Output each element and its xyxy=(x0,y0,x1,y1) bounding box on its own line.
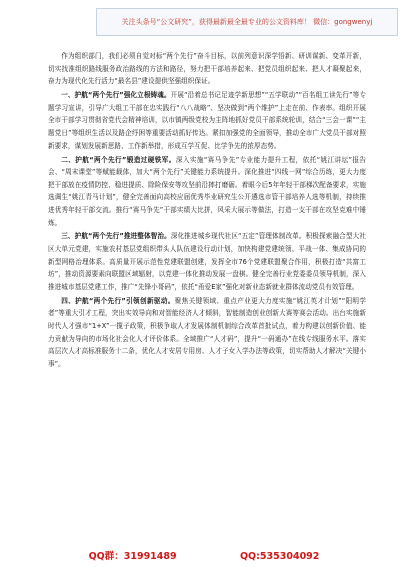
section-heading: 三、护航“两个先行”推进整体智治。 xyxy=(61,232,171,241)
paragraph-section-3 xyxy=(48,230,366,293)
paragraph-section-2 xyxy=(48,154,366,230)
document-body xyxy=(48,50,366,372)
paragraph-section-1 xyxy=(48,89,366,152)
paragraph-text: 深化推进城乡现代社区“五定”管理体制改革。积极探索融合型大社区大单元党建，实施农村基层党组织带头人队伍建设行动计划，加快构建党建统领、平战一体、集成协同的新型网格治理体系。高质量开展示范性党建联盟创建，发挥全市76个党建联盟聚合作用，积极打造“共富工坊”，推动资源要素向联盟区域辐射，以党建一体化推动发展一盘棋。健全完善行业党委委员领导机制，深入推进城市基层党建工作，推广“先锋小哥码”，依托“甬爱E家”强化对新业态新就业群体流动党员有效管理。 xyxy=(48,232,366,291)
section-heading: 二、护航“两个先行”锻造过硬铁军。 xyxy=(61,155,176,164)
paragraph-section-4 xyxy=(48,295,366,371)
footer-qq-group: QQ群：31991489 xyxy=(88,551,177,562)
section-heading: 四、护航“两个先行”引领创新驱动。 xyxy=(61,296,175,305)
footer-contact xyxy=(0,548,408,562)
top-banner: 关注头条号“公文研究”，获得最新最全最专业的公文资料库！ 微信：gongwenyj xyxy=(96,8,398,36)
paragraph-text: 作为组织部门，我们必须自觉对标“两个先行”奋斗目标，以前列意识深学悟新、研训谋新、变革开新，切实找准组织路线服务政治路线的方法和路径，努力把干部培养起来、把党员组织起来、把人才凝聚起来，奋力为现代化先行活力“最名县”建设提供坚强组织保证。 xyxy=(48,52,366,86)
paragraph-intro xyxy=(48,50,366,88)
paragraph-text: 深入实施“赛马争先”专业能力提升工程，依托“姚江讲坛”报告会、“周末课堂”等赋能载体，加大“两个先行”关键能力系统提升。深化推进“四线一网”综合历练，更大力度把干部放在疫情防控、稳进提质、除险保安等攻坚前沿摔打磨砺。着眼今后5年年轻干部梯次配备要求，实施选调生“姚江青马计划”，健全完善面向高校应届优秀毕业研究生公开遴选市管干部培养人选等机制，持续推进优秀年轻干部交流。推行“赛马争先”干部实绩大比拼，风采大展示等做法，打造一支干部在攻坚克难中锤炼。 xyxy=(48,155,366,227)
paragraph-text: 聚焦关键领域、重点产业更大力度实施“姚江英才计划”“阳明学者”等重大引才工程，突出实效导向和对智能经济人才倾斜，智能制造创业创新大赛等赛会活动。出台实施新时代人才强市“1+X”一揽子政策，积极争取人才发展体制机制综合改革首批试点，着力构建以创新价值、能力贡献为导向的市场化社会化人才评价体系。全域推广“人才码”，提升“一码通办”在线专线服务水平。落实高层次人才高标准服务十二条，优化人才安居专用房、人才子女入学办法等政策，切实帮助人才解决“关键小事”。 xyxy=(48,296,366,368)
paragraph-text: 开展“沿着总书记足迹学新思想”“五学联动”“百名组工读先行”等专题学习宣讲，引导广大组工干部在忠实践行“八八战略”、坚决做到“两个维护”上走在前、作表率。组织开展全市干部学习贯彻省党代会精神培训，以市镇两级党校为主阵地抓好党员干部系统轮训，结合“三会一课”“主题党日”等组织生活以及路企纾困等重要活动抓好传达。紧扣加强党的全面领导，推动全市广大党员干部对照新要求，谋划发展新思路、工作新举措，形成互学互促、比学争先的浓厚态势。 xyxy=(48,91,366,150)
footer-qq-number: QQ:535304092 xyxy=(239,551,320,562)
section-heading: 一、护航“两个先行”强化立根铸魂。 xyxy=(61,91,171,100)
